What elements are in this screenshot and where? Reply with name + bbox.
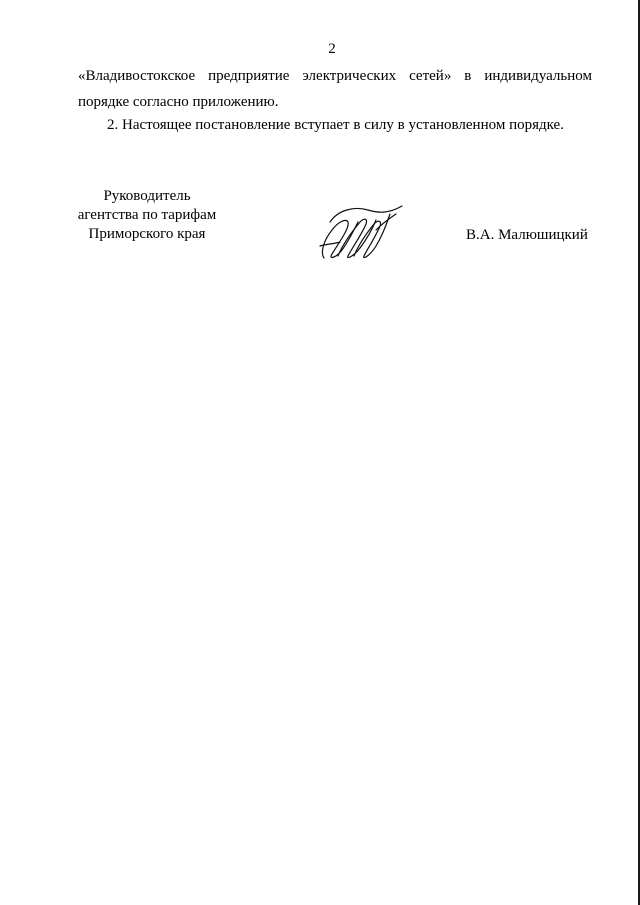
- handwritten-signature: [316, 200, 408, 262]
- paragraph-2: 2. Настоящее постановление вступает в силу в установленном порядке.: [107, 117, 564, 133]
- paragraph-1-word: электрических: [302, 68, 397, 84]
- paragraph-1-word: «Владивостокское: [78, 68, 196, 84]
- paragraph-1-word: в: [464, 68, 472, 84]
- signer-title-line: агентства по тарифам: [77, 207, 217, 223]
- paragraph-1: [78, 63, 592, 115]
- signer-title-line: Руководитель: [103, 188, 191, 204]
- signer-name: В.А. Малюшицкий: [466, 227, 588, 243]
- paragraph-1-line-2: порядке согласно приложению.: [78, 94, 279, 110]
- page-number: 2: [328, 41, 336, 57]
- paragraph-1-line-1: [78, 63, 592, 89]
- paragraph-1-word: сетей»: [409, 68, 452, 84]
- signer-title-line: Приморского края: [88, 226, 206, 242]
- paragraph-1-word: индивидуальном: [484, 68, 592, 84]
- paragraph-1-word: предприятие: [208, 68, 290, 84]
- signer-title: [64, 187, 230, 244]
